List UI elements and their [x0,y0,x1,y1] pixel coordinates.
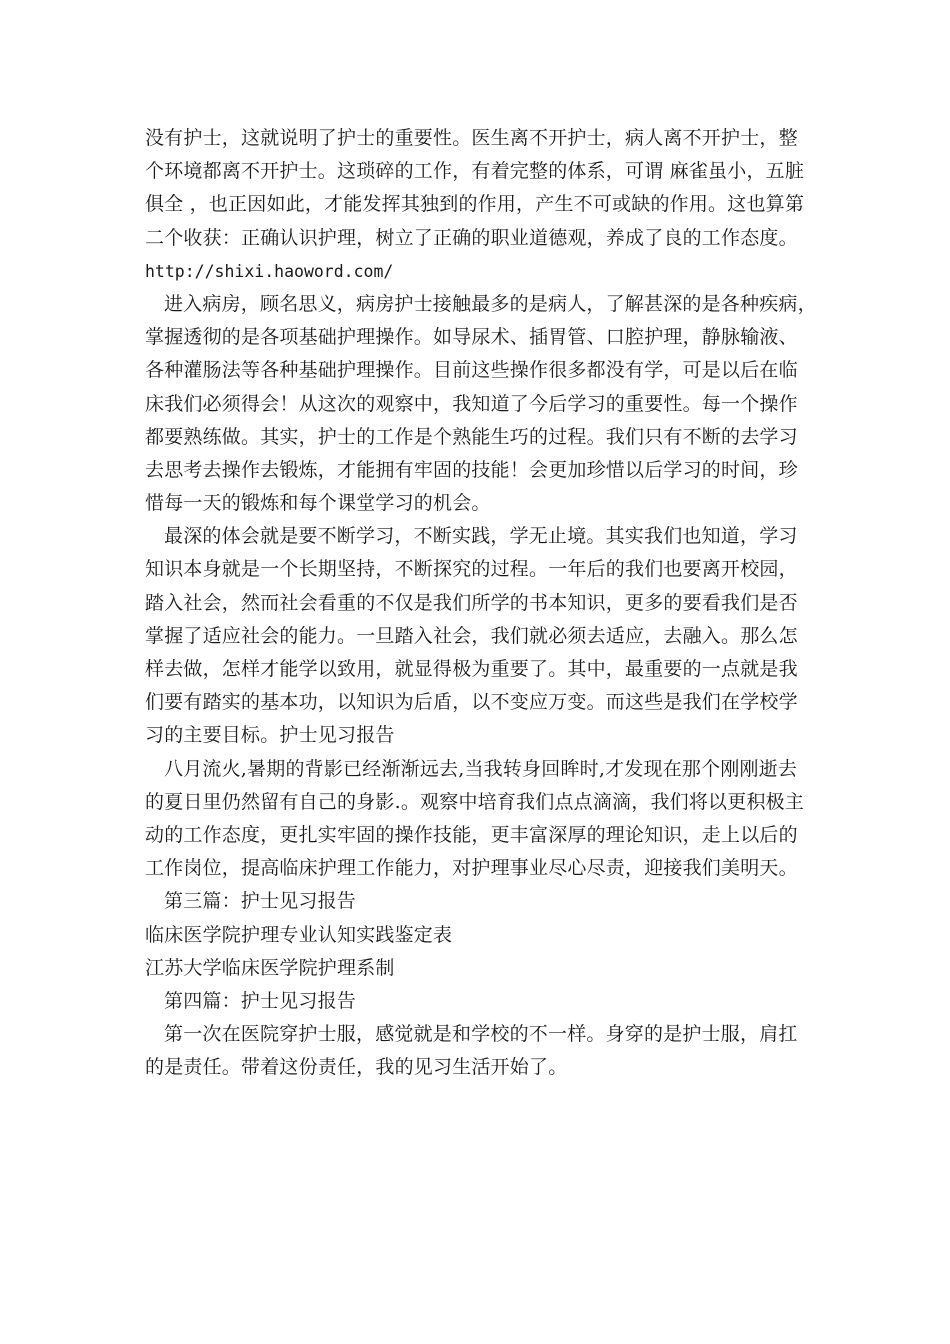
paragraph-start-line: 第一次在医院穿护士服，感觉就是和学校的不一样。身穿的是护士服，肩扛 [164,1023,798,1046]
text-line: 掌握透彻的是各项基础护理操作。如导尿术、插胃管、口腔护理，静脉输液、 [145,326,798,349]
text-line: 临床医学院护理专业认知实践鉴定表 [145,923,453,946]
text-line: 床我们必须得会！从这次的观察中，我知道了今后学习的重要性。每一个操作 [145,392,798,415]
text-line: 动的工作态度，更扎实牢固的操作技能，更丰富深厚的理论知识，走上以后的 [145,823,798,846]
text-line: 惜每一天的锻炼和每个课堂学习的机会。 [145,492,491,515]
text-line: 习的主要目标。护士见习报告 [145,724,395,747]
paragraph-start-line: 八月流火,暑期的背影已经渐渐远去,当我转身回眸时,才发现在那个刚刚逝去 [164,757,798,780]
paragraph-start-line: 最深的体会就是要不断学习，不断实践，学无止境。其实我们也知道，学习 [164,525,798,548]
text-line: 们要有踏实的基本功，以知识为后盾，以不变应万变。而这些是我们在学校学 [145,691,798,714]
text-line: 没有护士，这就说明了护士的重要性。医生离不开护士，病人离不开护士，整 [145,127,798,149]
document-page [145,122,815,1084]
section-heading: 第三篇：护士见习报告 [164,890,357,913]
paragraph-start-line: 进入病房，顾名思义，病房护士接触最多的是病人，了解甚深的是各种疾病， [164,292,817,315]
text-line: 踏入社会，然而社会看重的不仅是我们所学的书本知识，更多的要看我们是否 [145,591,798,614]
text-line: 的夏日里仍然留有自己的身影.。观察中培育我们点点滴滴，我们将以更积极主 [145,790,805,813]
text-line: 样去做，怎样才能学以致用，就显得极为重要了。其中，最重要的一点就是我 [145,658,798,680]
text-line: 的是责任。带着这份责任，我的见习生活开始了。 [145,1056,568,1079]
url-line: http://shixi.haoword.com/ [145,261,394,281]
text-line: 江苏大学临床医学院护理系制 [145,956,395,979]
text-line: 都要熟练做。其实，护士的工作是个熟能生巧的过程。我们只有不断的去学习 [145,425,798,448]
section-heading: 第四篇：护士见习报告 [164,989,357,1012]
text-line: 个环境都离不开护士。这琐碎的工作，有着完整的体系，可谓 麻雀虽小，五脏 [145,160,805,183]
text-line: 俱全 ，也正因如此，才能发挥其独到的作用，产生不可或缺的作用。这也算第 [145,193,805,216]
text-line: 去思考去操作去锻炼，才能拥有牢固的技能！会更加珍惜以后学习的时间，珍 [145,458,798,481]
text-line: 二个收获：正确认识护理，树立了正确的职业道德观，养成了良的工作态度。 [145,226,798,249]
text-line: 知识本身就是一个长期坚持，不断探究的过程。一年后的我们也要离开校园， [145,558,798,581]
text-line: 掌握了适应社会的能力。一旦踏入社会，我们就必须去适应，去融入。那么怎 [145,624,798,647]
text-line: 各种灌肠法等各种基础护理操作。目前这些操作很多都没有学，可是以后在临 [145,359,798,382]
text-line: 工作岗位，提高临床护理工作能力，对护理事业尽心尽责，迎接我们美明天。 [145,857,798,880]
